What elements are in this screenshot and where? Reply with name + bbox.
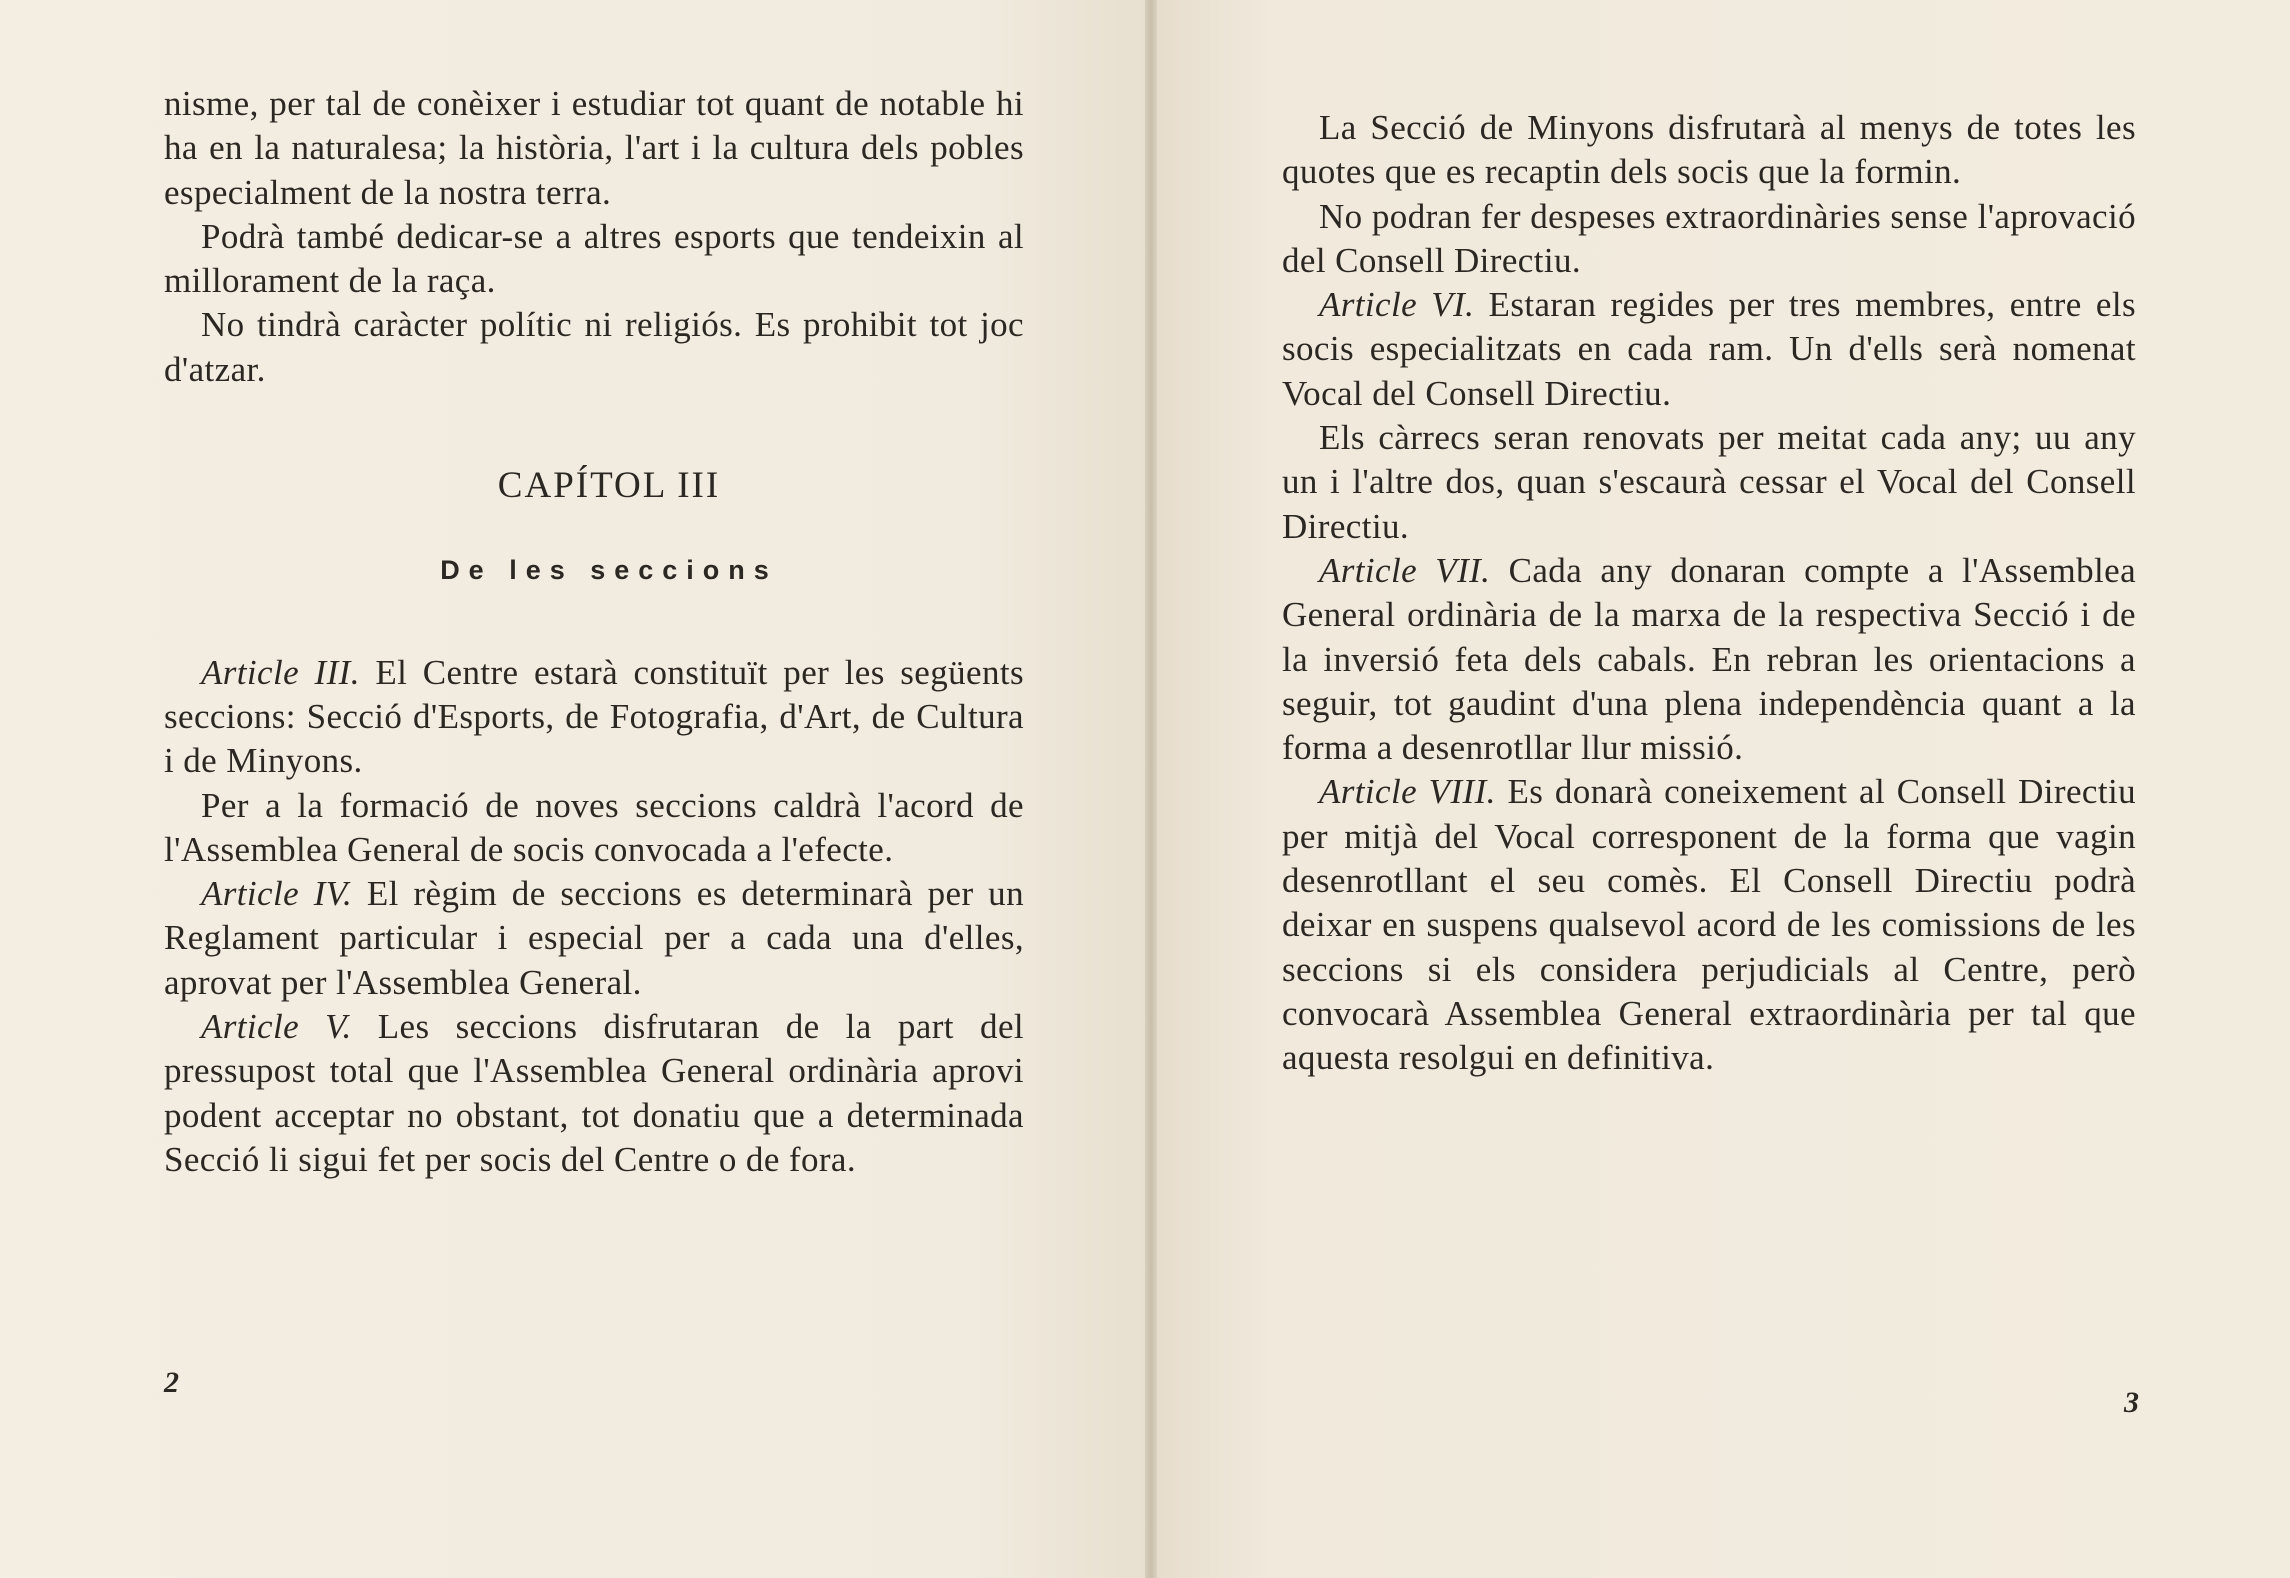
article-text: Cada any donaran compte a l'Assemblea General ordinària de la marxa de la respectiva Secció i de la inversió feta dels cabals. En rebran les orientacions a seguir, tot gaudint d'una plena independència quant a la forma a desenrotllar llur missió. [1282, 550, 2137, 768]
article-label: Article VII. [1319, 550, 1491, 590]
article-text: El Centre estarà constituït per les següents seccions: Secció d'Esports, de Fotografia, d'Art, de Cultura i de Minyons. [164, 652, 1025, 781]
paragraph: Podrà també dedicar-se a altres esports que tendeixin al millorament de la raça. [164, 216, 1024, 301]
chapter-title: CAPÍTOL III [497, 465, 721, 507]
article-label: Article VIII. [1319, 772, 1496, 812]
paragraph: nisme, per tal de conèixer i estudiar tot quant de notable hi ha en la naturalesa; la història, l'art i la cultura dels pobles especialment de la nostra terra. [164, 84, 1024, 212]
paragraph [1282, 195, 2136, 284]
left-page-text [164, 82, 1024, 1182]
article-paragraph [164, 651, 1024, 784]
article-label: Article III. [201, 652, 360, 692]
article-text: El règim de seccions es determinarà per un Reglament particular i especial per a cada una d'elles, aprovat per l'Assemblea General. [164, 874, 1024, 1002]
article-paragraph [164, 784, 1024, 873]
paragraph [1282, 106, 2136, 195]
article-label: Article IV. [201, 874, 353, 914]
paragraph: No tindrà caràcter polític ni religiós. Es prohibit tot joc d'atzar. [164, 305, 1024, 389]
paragraph [1282, 416, 2136, 549]
article-text: Per a la formació de noves seccions caldrà l'acord de l'Assemblea General de socis convocada a l'efecte. [164, 785, 1024, 869]
book-gutter [1145, 0, 1157, 1578]
article-label: Article VI. [1319, 285, 1475, 325]
page-number: 3 [2124, 1386, 2139, 1419]
paragraph-text: Els càrrecs seran renovats per meitat cada any; uu any un i l'altre dos, quan s'escaurà cessar el Vocal del Consell Directiu. [1282, 418, 2136, 546]
article-paragraph [1282, 283, 2136, 416]
article-paragraph [1282, 549, 2136, 770]
paragraph-text: No podran fer despeses extraordinàries sense l'aprovació del Consell Directiu. [1282, 196, 2136, 280]
article-text: Estaran regides per tres membres, entre els socis especialitzats en cada ram. Un d'ells serà nomenat Vocal del Consell Directiu. [1282, 285, 2136, 413]
article-text: Les seccions disfrutaran de la part del pressupost total que l'Assemblea General ordinària aprovi podent acceptar no obstant, tot donatiu que a determinada Secció li sigui fet per socis del Centre o de fora. [164, 1007, 1025, 1179]
right-page-text [1282, 106, 2136, 1081]
article-label: Article V. [201, 1007, 352, 1047]
paragraph-text: La Secció de Minyons disfrutarà al menys de totes les quotes que es recaptin dels socis que la formin. [1282, 108, 2136, 192]
article-paragraph [164, 872, 1024, 1005]
page-number: 2 [164, 1366, 179, 1399]
article-paragraph [1282, 770, 2136, 1080]
article-paragraph [164, 1005, 1024, 1182]
article-text: Es donarà coneixement al Consell Directiu per mitjà del Vocal corresponent de la forma que vagin desenrotllant el seu comès. El Consell Directiu podrà deixar en suspens qualsevol acord de les comissions de les seccions si els considera perjudicials al Centre, però convocarà Assemblea General extraordinària per tal que aquesta resolgui en definitiva. [1282, 772, 2136, 1078]
section-title: De les seccions [440, 555, 778, 586]
